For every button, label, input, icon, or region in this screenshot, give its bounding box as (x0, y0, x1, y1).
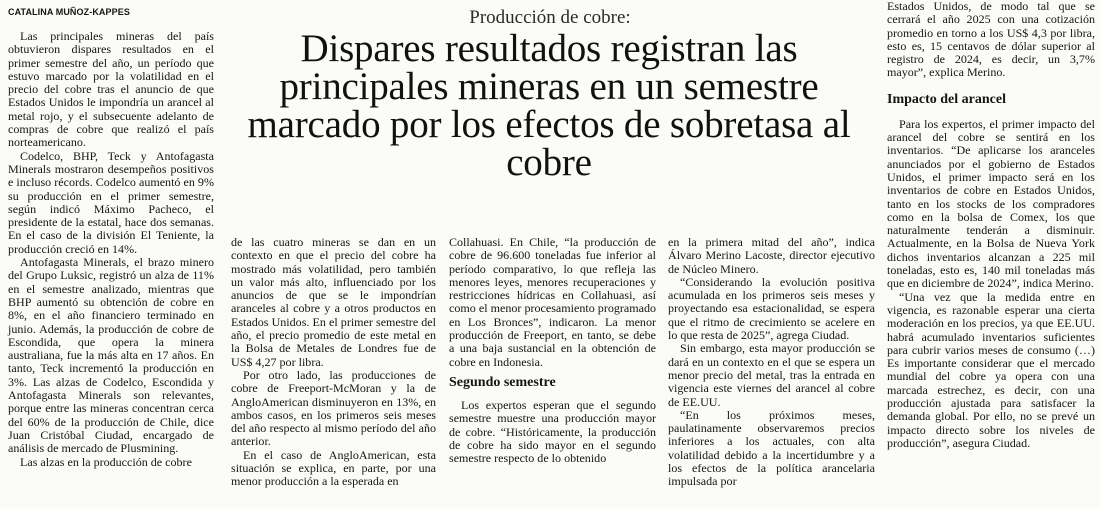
article-kicker: Producción de cobre: (469, 7, 631, 28)
text-column-1 (8, 30, 214, 469)
paragraph: “Considerando la evolución positiva acumulada en los primeros seis meses y proyectando esa estacionalidad, se espera que el ritmo de crecimiento se acelere en lo que resta de 2025”, agrega Ciudad. (668, 274, 875, 343)
paragraph: “En los próximos meses, paulatinamente observaremos precios inferiores a los actuales, con alta volatilidad debido a la incertidumbre y a los efectos de la política arancelaria impulsada por (668, 407, 875, 489)
text-column-2 (231, 236, 436, 489)
paragraph: de las cuatro mineras se dan en un contexto en que el precio del cobre ha mostrado más volatilidad, pero también un valor más alto, influenciado por los anuncios de que se le impondrían aranceles al cobre y a otros productos en Estados Unidos. En el primer semestre del año, el precio promedio de este metal en la Bolsa de Metales de Londres fue de US$ 4,27 por libra. (231, 235, 436, 369)
text-column-3 (449, 236, 656, 465)
author-byline: CATALINA MUÑOZ-KAPPES (8, 7, 130, 17)
paragraph: Para los expertos, el primer impacto del arancel del cobre se sentirá en los inventarios. “De aplicarse los aranceles anunciados por el gobierno de Estados Unidos, el primer impacto será en los inventarios de cobre en Estados Unidos, tanto en los stocks de los compradores como en la bolsa de Comex, los que naturalmente tenderán a disminuir. Actualmente, en la Bolsa de Nueva York dichos inventarios alcanzan a 225 mil toneladas, esto es, 140 mil toneladas más que en diciembre de 2024”, indica Merino. (887, 116, 1095, 291)
paragraph: Collahuasi. En Chile, “la producción de cobre de 96.600 toneladas fue inferior al período comparativo, lo que refleja las menores leyes, menores recuperaciones y restricciones hídricas en Collahuasi, así como el menor procesamiento programado en Los Bronces”, indicaron. La menor producción de Freeport, en tanto, se debe a una baja sustancial en la obtención de cobre en Indonesia. (449, 235, 656, 369)
paragraph: en la primera mitad del año”, indica Álvaro Merino Lacoste, director ejecutivo de Núcleo Minero. (668, 235, 875, 276)
paragraph: Los expertos esperan que el segundo semestre muestre una producción mayor de cobre. “Históricamente, la producción de cobre ha sido mayor en el segundo semestre respecto de lo obtenido (449, 397, 656, 466)
section-heading-segundo-semestre: Segundo semestre (449, 374, 556, 390)
paragraph: Antofagasta Minerals, el brazo minero del Grupo Luksic, registró un alza de 11% en el semestre analizado, mientras que BHP aumentó su obtención de cobre en 8%, en el año financiero terminado en junio. Además, la producción de cobre de Escondida, que opera la minera australiana, fue la más alta en 17 años. En tanto, Teck incrementó la producción en 3%. Las alzas de Codelco, Escondida y Antofagasta Minerals son relevantes, porque entre las mineras concentran cerca del 60% de la producción de Chile, dice Juan Cristóbal Ciudad, encargado de análisis de mercado de Plusmining. (8, 255, 214, 456)
text-column-5 (887, 0, 1095, 450)
paragraph: Estados Unidos, de modo tal que se cerrará el año 2025 con una cotización promedio en torno a los US$ 4,3 por libra, esto es, 15 centavos de dólar superior al registro de 2024, es decir, un 3,7% mayor”, explica Merino. (887, 0, 1095, 80)
paragraph: Las alzas en la producción de cobre (20, 454, 192, 469)
paragraph: “Una vez que la medida entre en vigencia, es razonable esperar una cierta moderación en los precios, ya que EE.UU. habrá acumulado inventarios suficientes para cubrir varios meses de consumo (…) Es importante considerar que el mercado mundial del cobre ya opera con una marcada estrechez, es decir, con una producción ajustada para satisfacer la demanda global. Por ello, no se prevé un impacto directo sobre los niveles de producción”, asegura Ciudad. (887, 289, 1095, 450)
article-headline: Dispares resultados registran las principales mineras en un semestre marcado por los efectos de sobretasa al cobre (247, 27, 851, 184)
paragraph: Por otro lado, las producciones de cobre de Freeport-McMoran y la de AngloAmerican disminuyeron en 13%, en ambos casos, en los primeros seis meses del año respecto al mismo período del año anterior. (231, 367, 436, 449)
paragraph: Sin embargo, esta mayor producción se dará en un contexto en el que se espera un menor precio del metal, tras la entrada en vigencia este viernes del arancel al cobre de EE.UU. (668, 341, 875, 409)
paragraph: Codelco, BHP, Teck y Antofagasta Minerals mostraron desempeños positivos e incluso récords. Codelco aumentó en 9% su producción en el primer semestre, según indicó Máximo Pacheco, el presidente de la estatal, hace dos semanas. En el caso de la división El Teniente, la producción creció en 14%. (8, 148, 214, 256)
text-column-4 (668, 236, 875, 489)
paragraph: En el caso de AngloAmerican, esta situación se explica, en parte, por una menor producción a la esperada en (231, 447, 436, 489)
section-heading-impacto-del-arancel: Impacto del arancel (887, 91, 1006, 107)
paragraph: Las principales mineras del país obtuvieron dispares resultados en el primer semestre del año, un período que estuvo marcado por la volatilidad en el precio del cobre tras el anuncio de que Estados Unidos le impondría un arancel al metal rojo, y el subsecuente adelanto de compras de cobre que realizó el país norteamericano. (8, 29, 214, 150)
